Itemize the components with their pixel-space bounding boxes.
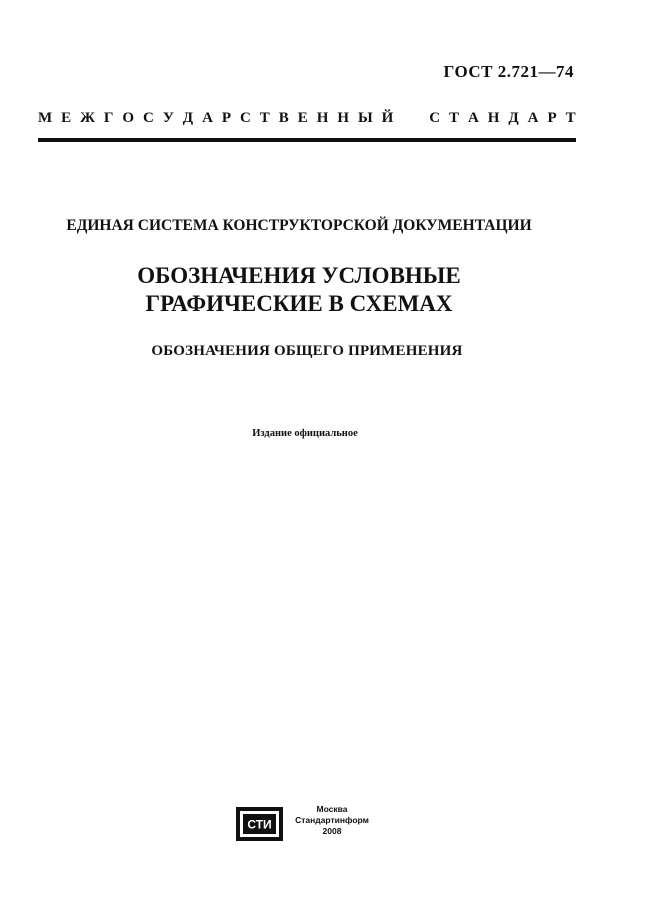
edition-note: Издание официальное — [252, 428, 358, 439]
main-title-line-2: ГРАФИЧЕСКИЕ В СХЕМАХ — [145, 291, 453, 316]
publisher-year: 2008 — [322, 826, 342, 836]
standard-type-letter: С — [239, 110, 251, 126]
standard-type-letter: Ы — [357, 110, 373, 126]
publisher-name: Стандартинформ — [295, 815, 369, 825]
standard-type-heading — [38, 110, 576, 127]
standard-type-letter: Н — [487, 110, 500, 126]
publisher-logo-text: СТИ — [247, 817, 272, 832]
system-title: ЕДИНАЯ СИСТЕМА КОНСТРУКТОРСКОЙ ДОКУМЕНТАЦИИ — [66, 217, 532, 234]
standard-type-letter: У — [162, 110, 174, 126]
standard-type-letter: Р — [221, 110, 232, 126]
publisher-block — [236, 804, 386, 848]
document-number: ГОСТ 2.721—74 — [443, 62, 574, 81]
standard-type-letter: Т — [449, 110, 460, 126]
standard-type-letter: А — [527, 110, 539, 126]
standard-type-letter: Г — [103, 110, 114, 126]
standard-type-letter: Н — [337, 110, 349, 126]
standard-type-letter: Д — [508, 110, 519, 126]
standard-type-letter: О — [122, 110, 135, 126]
standard-type-letter: Т — [259, 110, 270, 126]
standard-type-letter: А — [202, 110, 213, 126]
standard-type-letter: Д — [182, 110, 194, 126]
standard-type-letter: Т — [565, 110, 576, 126]
publisher-logo-icon — [236, 807, 283, 841]
main-title — [0, 262, 598, 318]
header-divider — [38, 138, 576, 142]
standard-type-letter: А — [467, 110, 479, 126]
main-title-line-1: ОБОЗНАЧЕНИЯ УСЛОВНЫЕ — [137, 263, 461, 288]
standard-type-letter: Р — [547, 110, 557, 126]
subtitle: ОБОЗНАЧЕНИЯ ОБЩЕГО ПРИМЕНЕНИЯ — [151, 343, 463, 359]
standard-type-letter: М — [38, 110, 53, 126]
standard-type-letter: Ж — [80, 110, 95, 126]
word-gap — [402, 110, 420, 127]
publisher-imprint — [282, 804, 382, 837]
standard-type-letter: Й — [381, 110, 394, 126]
standard-type-letter: Е — [297, 110, 308, 126]
standard-type-letter: В — [278, 110, 289, 126]
standard-type-letter: С — [143, 110, 154, 126]
standard-type-letter: Н — [316, 110, 329, 126]
publisher-city: Москва — [316, 804, 348, 814]
standard-type-letter: Е — [61, 110, 72, 126]
standard-type-letter: С — [429, 110, 441, 126]
